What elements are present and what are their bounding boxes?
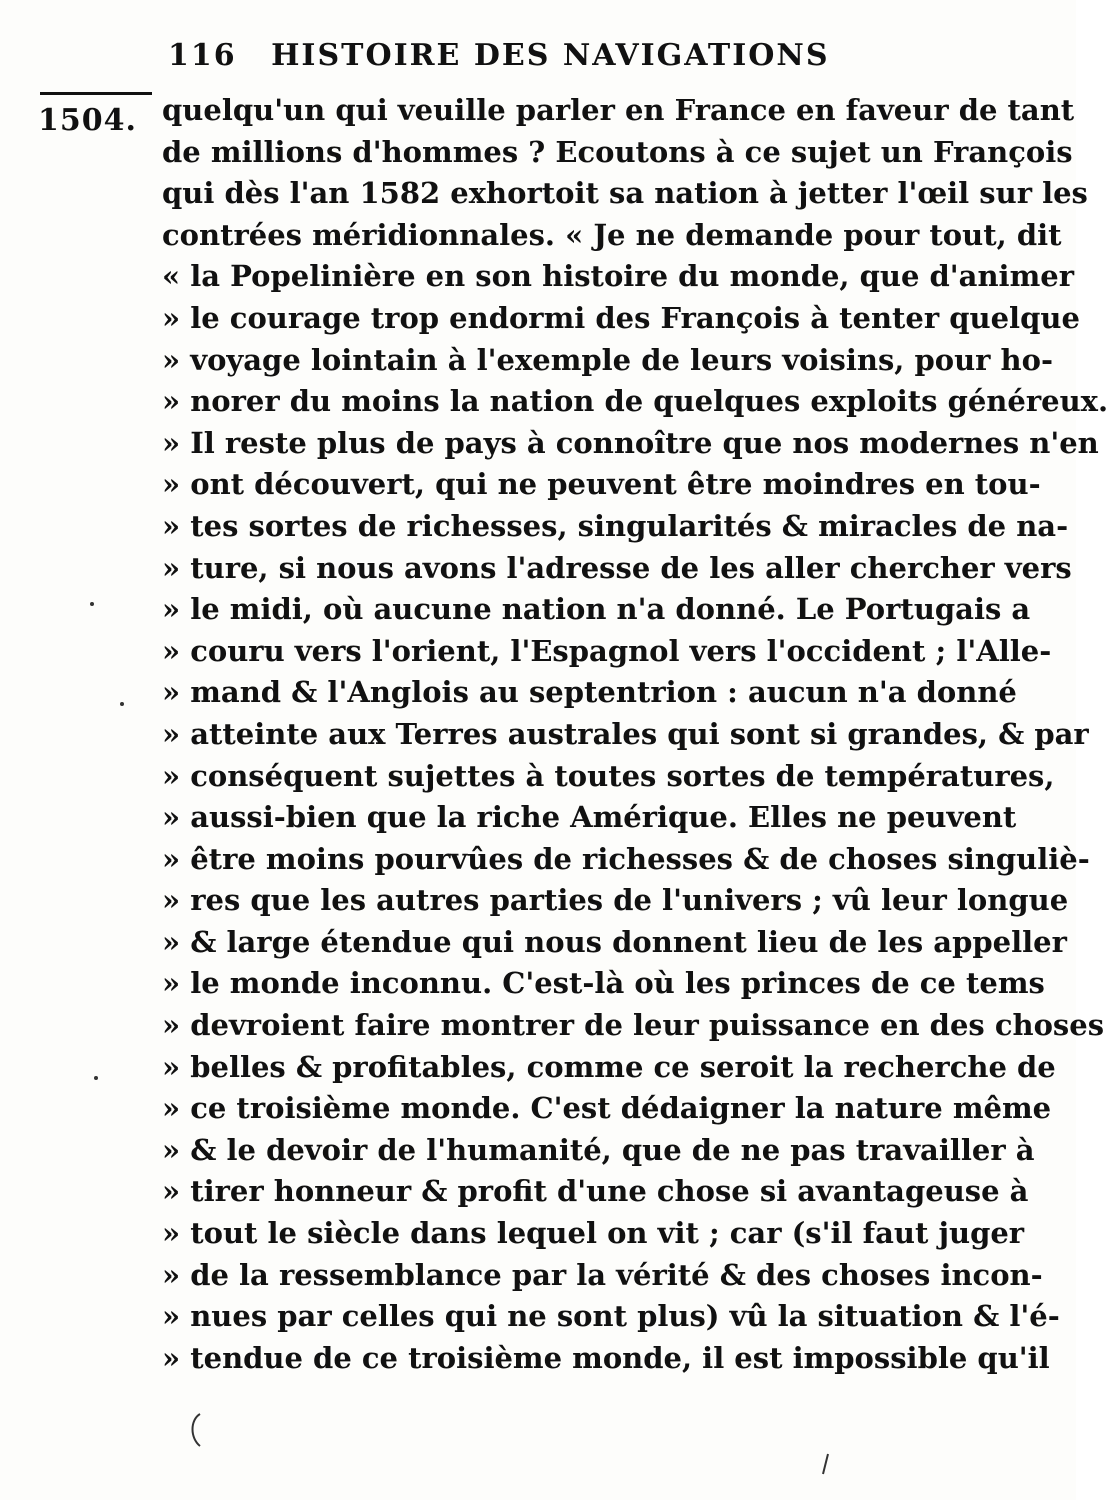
scan-speck-icon [118, 700, 126, 708]
text-line: » tes sortes de richesses, singularités & miracles de na- [162, 508, 1069, 543]
scan-smudge-icon [186, 1412, 206, 1448]
text-line: » ture, si nous avons l'adresse de les aller chercher vers [162, 550, 1072, 585]
text-line: » & large étendue qui nous donnent lieu de les appeller [162, 924, 1067, 959]
running-title: HISTOIRE DES NAVIGATIONS [271, 38, 830, 73]
scan-speck-icon [88, 600, 96, 608]
page-number: 116 [168, 38, 237, 73]
text-line: » conséquent sujettes à toutes sortes de températures, [162, 758, 1055, 793]
scan-speck-icon [92, 1074, 100, 1082]
text-line: » ont découvert, qui ne peuvent être moindres en tou- [162, 467, 1041, 502]
text-line: » aussi-bien que la riche Amérique. Elles ne peuvent [162, 800, 1017, 835]
body-text [162, 90, 1108, 1379]
text-line: » res que les autres parties de l'univers ; vû leur longue [162, 883, 1069, 918]
text-line: » le monde inconnu. C'est-là où les princes de ce tems [162, 966, 1045, 1001]
text-line: » norer du moins la nation de quelques exploits généreux. [162, 384, 1108, 419]
text-line: qui dès l'an 1582 exhortoit sa nation à jetter l'œil sur les [162, 176, 1088, 211]
text-line: quelqu'un qui veuille parler en France en faveur de tant [162, 93, 1075, 127]
text-line: » belles & profitables, comme ce seroit la recherche de [162, 1049, 1056, 1084]
margin-year-note: 1504. [38, 103, 137, 138]
margin-rule [40, 92, 152, 95]
running-header [168, 38, 988, 90]
text-line: » de la ressemblance par la vérité & des choses incon- [162, 1257, 1043, 1292]
text-line: » atteinte aux Terres australes qui sont si grandes, & par [162, 716, 1089, 751]
text-line: » tendue de ce troisième monde, il est impossible qu'il [162, 1340, 1050, 1375]
text-line: « la Popelinière en son histoire du monde, que d'animer [162, 259, 1074, 294]
text-line: de millions d'hommes ? Ecoutons à ce sujet un François [162, 134, 1073, 169]
text-line: » couru vers l'orient, l'Espagnol vers l'occident ; l'Alle- [162, 633, 1052, 668]
text-line: » tirer honneur & profit d'une chose si avantageuse à [162, 1174, 1029, 1209]
text-line: » voyage lointain à l'exemple de leurs voisins, pour ho- [162, 342, 1053, 377]
text-line: » nues par celles qui ne sont plus) vû la situation & l'é- [162, 1299, 1060, 1334]
text-line: » ce troisième monde. C'est dédaigner la nature même [162, 1091, 1052, 1126]
text-line: » le courage trop endormi des François à tenter quelque [162, 300, 1080, 335]
text-line: » le midi, où aucune nation n'a donné. Le Portugais a [162, 592, 1031, 627]
text-line: » & le devoir de l'humanité, que de ne pas travailler à [162, 1132, 1035, 1167]
text-line: contrées méridionnales. « Je ne demande pour tout, dit [162, 217, 1062, 252]
text-line: » tout le siècle dans lequel on vit ; car (s'il faut juger [162, 1216, 1025, 1251]
text-line: » être moins pourvûes de richesses & de choses singuliè- [162, 841, 1090, 876]
text-line: » mand & l'Anglois au septentrion : aucun n'a donné [162, 675, 1017, 710]
text-line: » devroient faire montrer de leur puissance en des choses [162, 1008, 1105, 1043]
text-line: » Il reste plus de pays à connoître que nos modernes n'en [162, 425, 1099, 460]
scan-smudge-icon [820, 1452, 832, 1476]
